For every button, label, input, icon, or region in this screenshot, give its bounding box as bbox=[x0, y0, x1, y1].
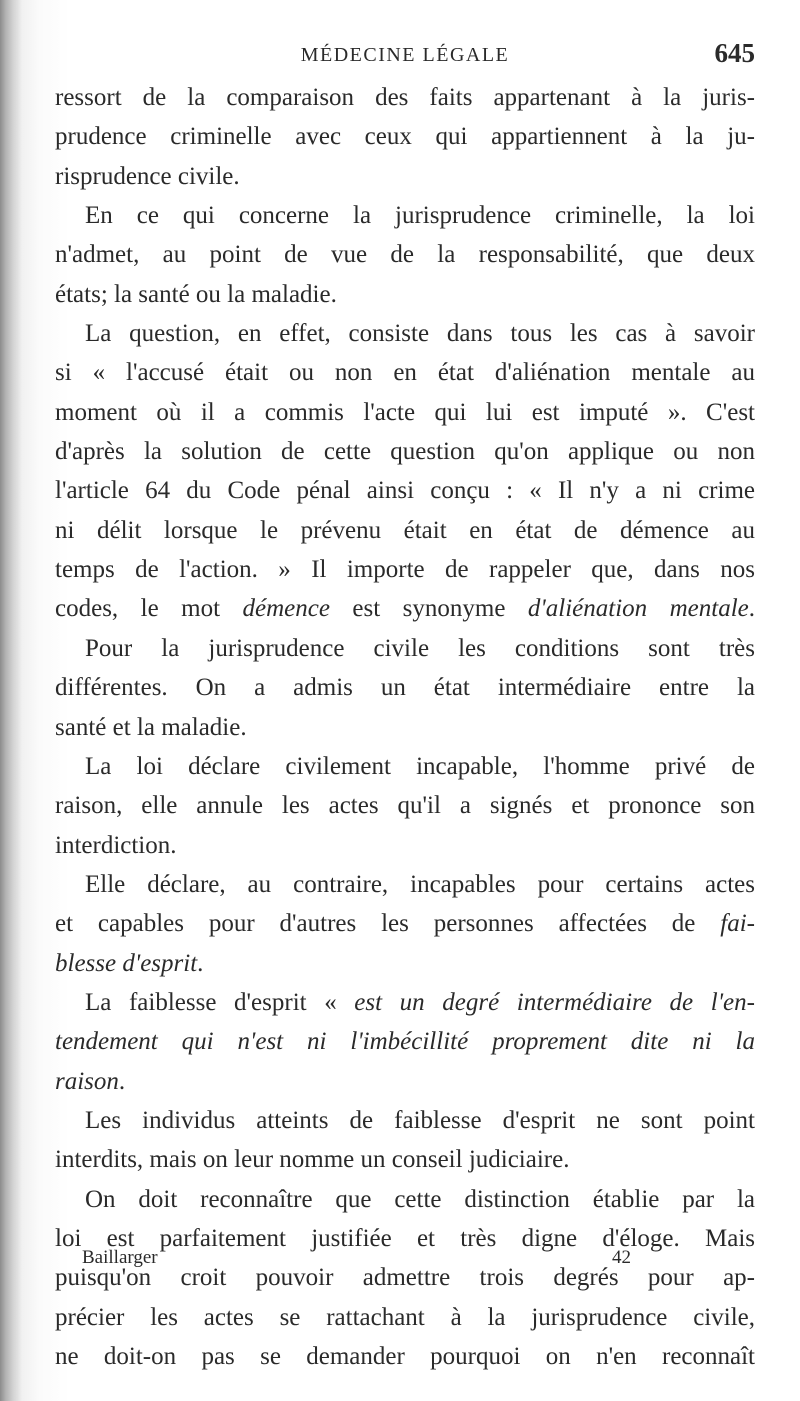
text-line: temps de l'action. » Il importe de rappeler que, dans nos bbox=[55, 556, 755, 584]
text-line: états; la santé ou la maladie. bbox=[55, 280, 337, 308]
text-line: On doit reconnaître que cette distinction établie par la bbox=[85, 1185, 755, 1213]
text-line: ressort de la comparaison des faits appartenant à la juris- bbox=[55, 84, 755, 111]
text-line: si « l'accusé était ou non en état d'aliénation mentale au bbox=[55, 359, 755, 387]
signature-line bbox=[82, 1247, 722, 1273]
page-number: 645 bbox=[714, 38, 755, 68]
text-line: La faiblesse d'esprit « est un degré intermédiaire de l'en- bbox=[85, 988, 755, 1016]
body-text bbox=[55, 78, 755, 1376]
text-line: ni délit lorsque le prévenu était en état de démence au bbox=[55, 516, 755, 544]
text-line: Les individus atteints de faiblesse d'esprit ne sont point bbox=[85, 1106, 755, 1134]
text-line: n'admet, au point de vue de la responsabilité, que deux bbox=[55, 241, 755, 269]
text-line: Elle déclare, au contraire, incapables pour certains actes bbox=[85, 870, 755, 898]
text-line: interdiction. bbox=[55, 831, 177, 859]
text-line: risprudence civile. bbox=[55, 162, 240, 190]
signature-name: Baillarger bbox=[82, 1247, 158, 1268]
text-line: La loi déclare civilement incapable, l'homme privé de bbox=[85, 752, 755, 780]
text-line: moment où il a commis l'acte qui lui est imputé ». C'est bbox=[55, 398, 755, 426]
text-line: puisqu'on croit pouvoir admettre trois degrés pour ap- bbox=[55, 1264, 755, 1292]
text-line: interdits, mais on leur nomme un conseil judiciaire. bbox=[55, 1146, 570, 1174]
text-line: raison, elle annule les actes qu'il a signés et prononce son bbox=[55, 792, 755, 820]
text-line: loi est parfaitement justifiée et très digne d'éloge. Mais bbox=[55, 1224, 755, 1252]
running-head bbox=[55, 38, 755, 74]
text-line: prudence criminelle avec ceux qui appartiennent à la ju- bbox=[55, 123, 755, 151]
text-line: ne doit-on pas se demander pourquoi on n'en reconnaît bbox=[55, 1343, 755, 1370]
text-line: tendement qui n'est ni l'imbécillité proprement dite ni la bbox=[55, 1028, 755, 1056]
text-line: différentes. On a admis un état intermédiaire entre la bbox=[55, 674, 755, 702]
text-line: codes, le mot démence est synonyme d'aliénation mentale. bbox=[55, 595, 755, 623]
signature-mark: 42 bbox=[612, 1247, 631, 1268]
text-line: d'après la solution de cette question qu'on applique ou non bbox=[55, 438, 755, 466]
text-line: précier les actes se rattachant à la jurisprudence civile, bbox=[55, 1303, 755, 1331]
text-line: La question, en effet, consiste dans tous les cas à savoir bbox=[85, 320, 755, 348]
text-line: raison. bbox=[55, 1067, 126, 1095]
text-line: l'article 64 du Code pénal ainsi conçu : « Il n'y a ni crime bbox=[55, 477, 755, 505]
text-line: et capables pour d'autres les personnes affectées de fai- bbox=[55, 910, 755, 938]
running-title: MÉDECINE LÉGALE bbox=[300, 44, 510, 66]
text-line: Pour la jurisprudence civile les conditions sont très bbox=[85, 634, 755, 662]
text-line: santé et la maladie. bbox=[55, 713, 247, 741]
text-line: En ce qui concerne la jurisprudence criminelle, la loi bbox=[85, 202, 755, 230]
text-line: blesse d'esprit. bbox=[55, 949, 204, 977]
page-spine-shadow bbox=[0, 0, 22, 1401]
